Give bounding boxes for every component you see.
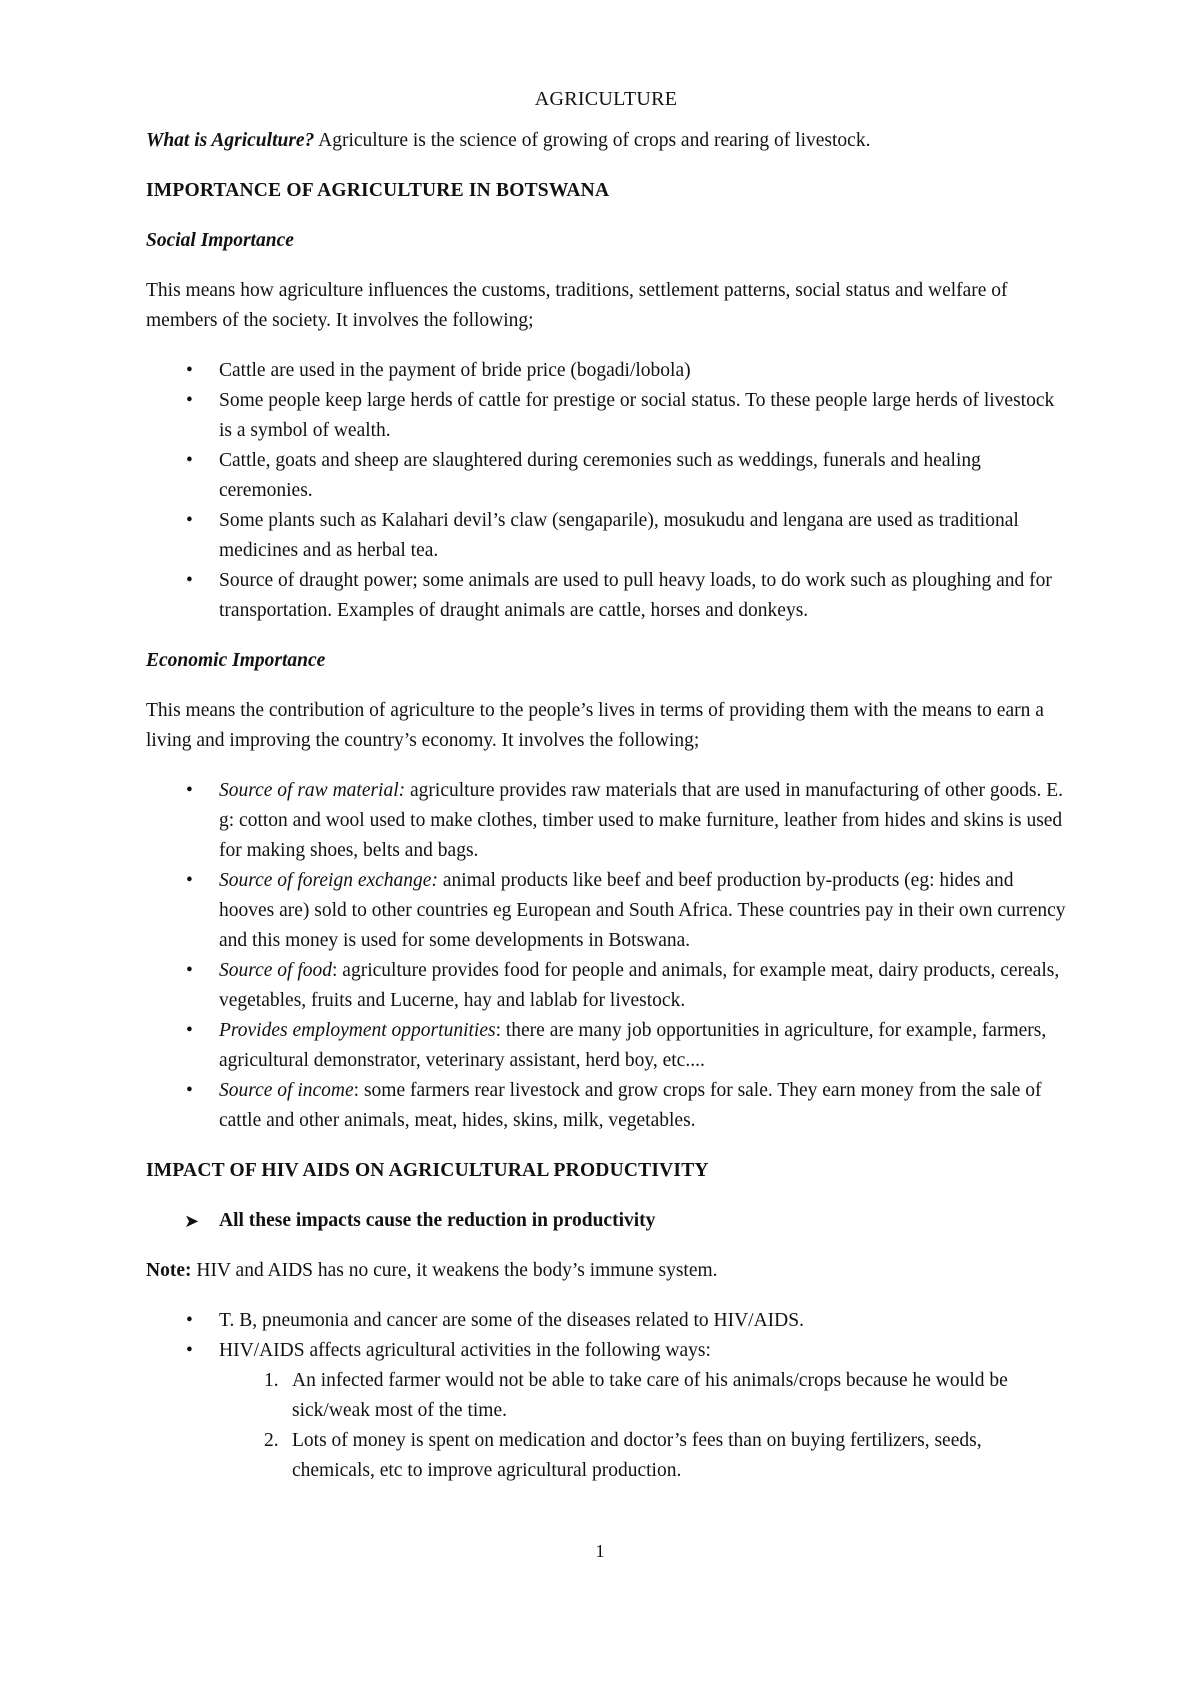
hiv-list bbox=[146, 1306, 1066, 1486]
note-label: Note: bbox=[146, 1260, 192, 1281]
social-importance-heading: Social Importance bbox=[146, 230, 294, 251]
item-lead: Source of raw material: bbox=[219, 780, 406, 801]
social-description: This means how agriculture influences the customs, traditions, settlement patterns, social status and welfare of members of the society. It involves the following; bbox=[146, 280, 1008, 331]
item-text: : there are many job opportunities in agriculture, for example, farmers, agricultural demonstrator, veterinary assistant, herd boy, etc.... bbox=[219, 1020, 1047, 1071]
page-number: 1 bbox=[595, 1541, 605, 1561]
arrow-bullet-icon: ➤ bbox=[184, 1211, 200, 1231]
intro-question: What is Agriculture? bbox=[146, 130, 315, 151]
document-title: AGRICULTURE bbox=[534, 88, 678, 110]
economic-importance-list bbox=[146, 776, 1066, 1136]
numbered-item bbox=[146, 1366, 1066, 1426]
list-item: • Cattle, goats and sheep are slaughtered during ceremonies such as weddings, funerals and healing ceremonies. bbox=[146, 446, 1066, 506]
economic-description: This means the contribution of agriculture to the people’s lives in terms of providing them with the means to earn a living and improving the country’s economy. It involves the following; bbox=[146, 700, 1044, 751]
item-text: animal products like beef and beef production by-products (eg: hides and hooves are) sold to other countries eg European and South Africa. These countries pay in their own currency and this money is used for some developments in Botswana. bbox=[219, 870, 1066, 951]
item-text: Lots of money is spent on medication and doctor’s fees than on buying fertilizers, seeds, chemicals, etc to improve agricultural production. bbox=[292, 1430, 982, 1481]
list-item bbox=[146, 866, 1066, 956]
list-item: • Cattle are used in the payment of bride price (bogadi/lobola) bbox=[146, 356, 1066, 386]
list-item: • Some plants such as Kalahari devil’s claw (sengaparile), mosukudu and lengana are used as traditional medicines and as herbal tea. bbox=[146, 506, 1066, 566]
item-number: 1. bbox=[264, 1370, 279, 1391]
item-text: agriculture provides raw materials that are used in manufacturing of other goods. E. g: cotton and wool used to make clothes, timber used to make furniture, leather from hides and skins is used for making shoes, belts and bags. bbox=[219, 780, 1064, 861]
list-item bbox=[146, 1336, 1066, 1486]
item-number: 2. bbox=[264, 1430, 279, 1451]
item-lead: Provides employment opportunities bbox=[219, 1020, 496, 1041]
item-lead: Source of foreign exchange: bbox=[219, 870, 438, 891]
intro-paragraph bbox=[146, 126, 1066, 156]
social-importance-list bbox=[146, 356, 1066, 626]
arrow-point-text: All these impacts cause the reduction in productivity bbox=[219, 1210, 656, 1231]
list-item bbox=[146, 776, 1066, 866]
list-item bbox=[146, 1076, 1066, 1136]
item-text: : agriculture provides food for people and animals, for example meat, dairy products, cereals, vegetables, fruits and Lucerne, hay and lablab for livestock. bbox=[219, 960, 1060, 1011]
hiv-effects-list bbox=[219, 1366, 1066, 1486]
page-content bbox=[146, 84, 1066, 1506]
list-item: • Some people keep large herds of cattle for prestige or social status. To these people large herds of livestock is a symbol of wealth. bbox=[146, 386, 1066, 446]
item-text: : some farmers rear livestock and grow crops for sale. They earn money from the sale of cattle and other animals, meat, hides, skins, milk, vegetables. bbox=[219, 1080, 1042, 1131]
list-item bbox=[146, 956, 1066, 1016]
note-text: HIV and AIDS has no cure, it weakens the body’s immune system. bbox=[191, 1260, 718, 1281]
intro-answer: Agriculture is the science of growing of crops and rearing of livestock. bbox=[314, 130, 871, 151]
item-text: HIV/AIDS affects agricultural activities in the following ways: bbox=[219, 1340, 711, 1361]
numbered-item bbox=[146, 1426, 1066, 1486]
arrow-point bbox=[146, 1206, 1066, 1236]
economic-importance-heading: Economic Importance bbox=[146, 650, 326, 671]
list-item: • T. B, pneumonia and cancer are some of the diseases related to HIV/AIDS. bbox=[146, 1306, 1066, 1336]
hiv-impact-heading: IMPACT OF HIV AIDS ON AGRICULTURAL PRODUCTIVITY bbox=[146, 1160, 709, 1181]
item-lead: Source of income bbox=[219, 1080, 354, 1101]
item-lead: Source of food bbox=[219, 960, 333, 981]
note-paragraph bbox=[146, 1256, 1066, 1286]
list-item bbox=[146, 1016, 1066, 1076]
importance-heading: IMPORTANCE OF AGRICULTURE IN BOTSWANA bbox=[146, 180, 610, 201]
list-item: • Source of draught power; some animals are used to pull heavy loads, to do work such as ploughing and for transportation. Examples of draught animals are cattle, horses and donkeys. bbox=[146, 566, 1066, 626]
item-text: An infected farmer would not be able to take care of his animals/crops because he would be sick/weak most of the time. bbox=[292, 1370, 1008, 1421]
